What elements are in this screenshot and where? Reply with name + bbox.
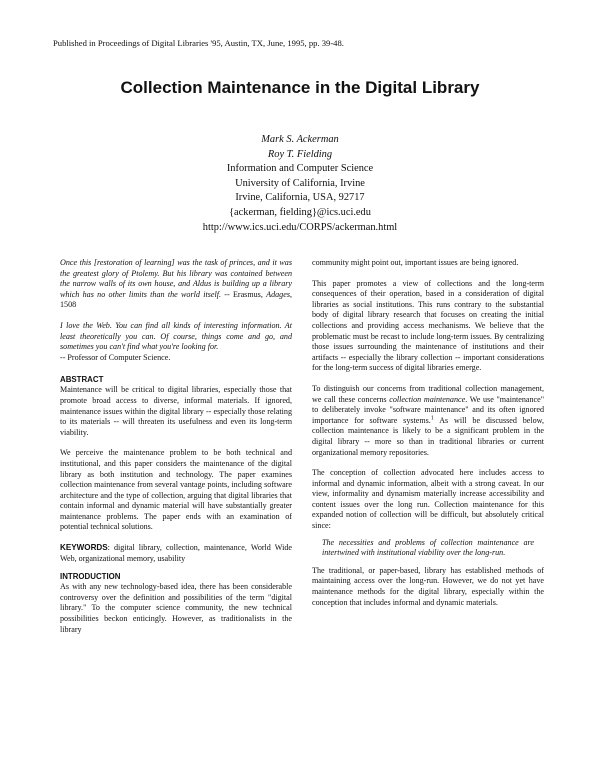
publication-note: Published in Proceedings of Digital Libraries '95, Austin, TX, June, 1995, pp. 39-48. — [53, 38, 344, 48]
left-column — [60, 258, 292, 635]
text-run: . We use "maintenance" to deliberately invoke "software maintenance" and its often ignored importance for software systems. — [312, 394, 545, 425]
block-quote: The necessities and problems of collection maintenance are intertwined with institutional viability over the long-run. — [322, 537, 534, 558]
author-name: Mark S. Ackerman — [261, 134, 339, 145]
affiliation-dept: Information and Computer Science — [226, 163, 374, 175]
epigraph-professor — [60, 321, 292, 363]
body-paragraph: This paper promotes a view of collections and the long-term consequences of their operation, based in a consideration of digital libraries as social institutions. This runs contrary to the substantial body of digital library research that focuses on creating the initial collections and providing access mechanisms. We believe that the problematic must be recast to include long-term issues. By centralizing those issues surrounding the maintenance of institutions and their artifacts -- especially the library collection -- important considerations for the long-term success of digital libraries emerge. — [312, 278, 544, 373]
body-paragraph — [312, 384, 544, 458]
intro-continuation: community might point out, important issues are being ignored. — [312, 258, 519, 267]
epigraph-text: I love the Web. You can find all kinds of interesting information. At least theoretically you can. Of course, things come and go, and sometimes you can't find what you're looking for. — [60, 320, 292, 352]
affiliation-address: Irvine, California, USA, 92717 — [235, 192, 365, 204]
author-homepage-link[interactable]: http://www.ics.uci.edu/CORPS/ackerman.html — [202, 221, 398, 233]
epigraph-attribution: -- Professor of Computer Science. — [60, 352, 171, 362]
keywords-label: KEYWORDS — [60, 543, 108, 553]
abstract-paragraph: We perceive the maintenance problem to be both technical and institutional, and this paper considers the maintenance of the digital library as both institution and technology. The paper examines collection maintenance from several vantage points, including software architecture and the type of collection, arguing that digital libraries that contain informal and dynamic material will have substantially greater maintenance problems. The paper ends with an examination of potential technical solutions. — [60, 448, 292, 532]
keywords — [60, 543, 292, 564]
paper-title: Collection Maintenance in the Digital Library — [120, 78, 480, 97]
epigraph-work: Adages — [266, 289, 290, 299]
epigraph-text: Once this [restoration of learning] was the task of princes, and it was the greatest glory of Ptolemy. But his library was contained between the narrow walls of its own house, and Aldus is building up a library which has no other limits than the world itself. — [60, 258, 292, 299]
emphasis-collection-maintenance: collection maintenance — [389, 394, 466, 404]
abstract-paragraph: Maintenance will be critical to digital libraries, especially those that promote broad access to diverse, informal materials. If ignored, maintenance issues within the digital library -- especially those relating to its materials -- will threaten its usefulness and even its long-term viability. — [60, 385, 292, 437]
text-run: To distinguish our concerns from traditional collection management, we call these concerns — [312, 383, 544, 404]
body-paragraph: The conception of collection advocated here includes access to informal and dynamic information, albeit with a strong caveat. In our view, informality and dynamism materially increase accessibility and content issues over the long run. Collection maintenance for this expanded notion of collection will be difficult, but absolutely critical since: — [312, 468, 544, 531]
epigraph-year: , 1508 — [60, 289, 292, 310]
text-run: As will be discussed below, collection maintenance is likely to be a significant problem in the digital library -- more so than in traditional libraries or current organizational memory repositories. — [312, 415, 544, 457]
body-paragraph: The traditional, or paper-based, library has established methods of maintaining access over the long-run. However, we do not yet have maintenance methods for the digital library, especially within the conception that includes informal and dynamic materials. — [312, 565, 544, 607]
epigraph-erasmus — [60, 258, 292, 311]
right-column — [312, 258, 544, 608]
keywords-text: : digital library, collection, maintenance, World Wide Web, organizational memory, usability — [60, 543, 292, 563]
introduction-heading: INTRODUCTION — [60, 572, 121, 582]
epigraph-attribution: -- Erasmus, — [220, 289, 267, 299]
author-block — [0, 133, 600, 235]
author-name: Roy T. Fielding — [267, 148, 333, 160]
abstract-heading: ABSTRACT — [60, 375, 104, 385]
author-emails: {ackerman, fielding}@ics.uci.edu — [229, 206, 371, 218]
footnote-marker[interactable]: 1 — [430, 415, 434, 422]
introduction-paragraph: As with any new technology-based idea, there has been considerable controversy over the definition and possibilities of the term "digital library." To the computer science community, the new technical possibilities beckon enticingly. However, as traditionalists in the library — [60, 582, 292, 634]
affiliation-university: University of California, Irvine — [235, 177, 365, 189]
